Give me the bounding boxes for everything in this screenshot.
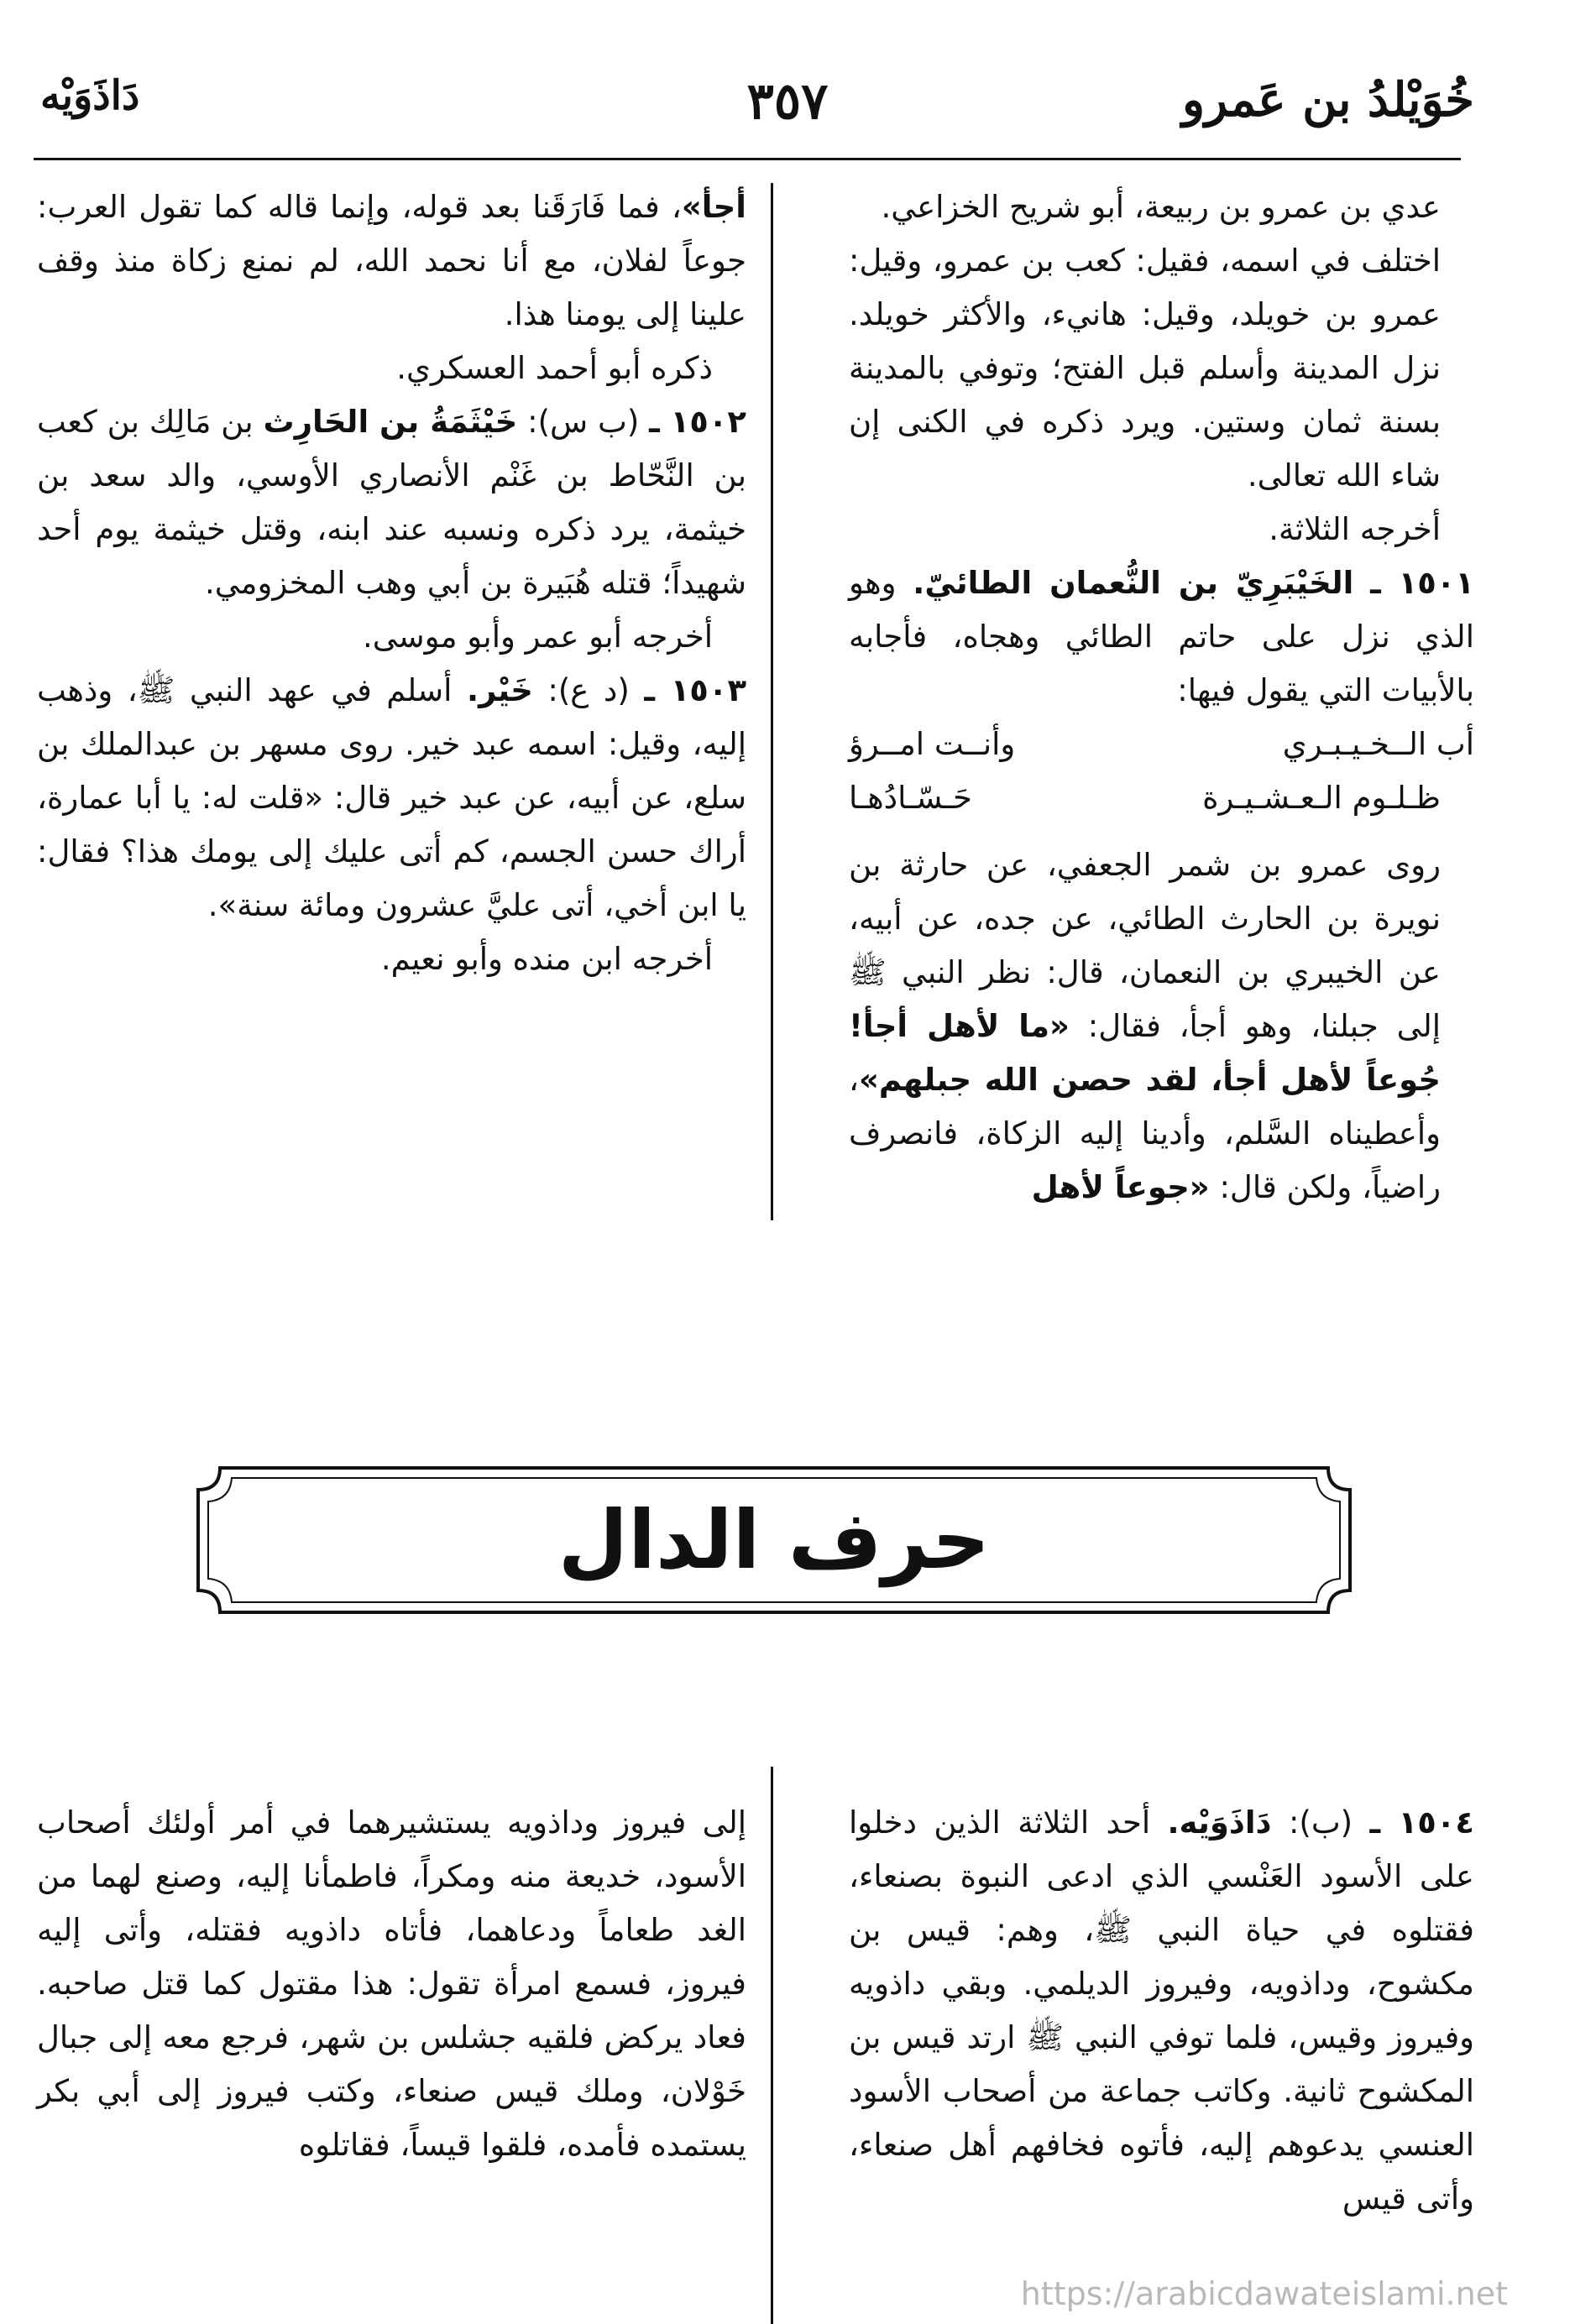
entry-text: أسلم في عهد النبي ﷺ، وذهب إليه، وقيل: اسمه عبد خير. روى مسهر بن عبدالملك بن سلع، عن أبيه، عن عبد خير قال: «قلت له: يا أبا عمارة، أراك حسن الجسم، كم أتى عليك إلى يومك هذا؟ فقال: يا ابن أخي، أتى عليَّ عشرون ومائة سنة». bbox=[37, 672, 746, 923]
entry-tag: (د ع): bbox=[547, 672, 630, 708]
entry-text: بن مَالِك بن كعب بن النَّحّاط بن غَنْم الأنصاري الأوسي، والد سعد بن خيثمة، يرد ذكره ونسبه عند ابنه، وقتل خيثمة يوم أحد شهيداً؛ قتله هُبَيرة بن أبي وهب المخزومي. bbox=[37, 404, 746, 601]
entry-number: ١٥٠٢ ـ bbox=[649, 404, 746, 440]
header-rule bbox=[34, 158, 1461, 160]
entry-tag: (ب): bbox=[1288, 1804, 1353, 1841]
hadith-quote: «ما لأهل أجأ! جُوعاً لأهل أجأ، لقد حصن الله جبلهم» bbox=[849, 1008, 1441, 1098]
hadith-quote: أجأ» bbox=[681, 189, 746, 225]
paragraph-text: روى عمرو بن شمر الجعفي، عن حارثة بن نويرة بن الحارث الطائي، عن جده، عن أبيه، عن الخيبري بن النعمان، قال: نظر النبي ﷺ إلى جبلنا، وهو أجأ، فقال: bbox=[849, 847, 1441, 1044]
verse-hemistich: أب الــخـيـبـري bbox=[1282, 726, 1474, 762]
entry-name: خَيْثَمَةُ بن الحَارِث bbox=[263, 404, 518, 440]
entry-1501 bbox=[849, 556, 1474, 718]
verse-hemistich: حَـسّـادُهـا bbox=[849, 780, 972, 816]
column-separator bbox=[771, 183, 773, 1220]
running-title-right: خُوَيْلدُ بن عَمرو bbox=[1181, 72, 1474, 128]
page-number: ٣٥٧ bbox=[746, 72, 829, 131]
hadith-quote: «جوعاً لأهل bbox=[1031, 1169, 1210, 1205]
verse-hemistich: ظـلـوم الـعـشـيـرة bbox=[1202, 780, 1441, 816]
entry-tag: (ب س): bbox=[527, 404, 640, 440]
paragraph: عدي بن عمرو بن ربيعة، أبو شريح الخزاعي. bbox=[881, 189, 1441, 225]
entry-name: دَاذَوَيْه. bbox=[1167, 1804, 1272, 1841]
verse-line bbox=[849, 771, 1474, 825]
entry-1503 bbox=[37, 664, 746, 932]
verse-hemistich: وأنــت امــرؤ bbox=[849, 726, 1016, 762]
running-title-left: دَاذَوَيْه bbox=[40, 72, 140, 119]
entry-number: ١٥٠١ ـ bbox=[1370, 565, 1475, 601]
watermark-url: https://arabicdawateislami.net bbox=[1020, 2275, 1508, 2312]
paragraph: إلى فيروز وداذويه يستشيرهما في أمر أولئك أصحاب الأسود، خديعة منه ومكراً، فاطمأنا إليه، وصنع لهما من الغد طعاماً ودعاهما، فأتاه داذويه فقتله، وأتى إليه فيروز، فسمع امرأة تقول: هذا مقتول كما قتل صاحبه. فعاد يركض فلقيه جشلس بن شهر، فرجع معه إلى جبال خَوْلان، وملك قيس صنعاء، وكتب فيروز إلى أبي بكر يستمده فأمده، فلقوا قيساً، فقاتلوه bbox=[37, 1804, 746, 2163]
verse-line bbox=[849, 718, 1474, 771]
entry-number: ١٥٠٤ ـ bbox=[1369, 1804, 1474, 1841]
entry-text: وهو الذي نزل على حاتم الطائي وهجاه، فأجابه بالأبيات التي يقول فيها: bbox=[849, 565, 1474, 708]
entry-name: الخَيْبَرِيّ بن النُّعمان الطائيّ. bbox=[913, 565, 1354, 601]
paragraph-text: ، فما فَارَقَنا بعد قوله، وإنما قاله كما تقول العرب: جوعاً لفلان، مع أنا نحمد الله، لم نمنع زكاة منذ وقف علينا إلى يومنا هذا. bbox=[37, 189, 746, 332]
page-header bbox=[0, 72, 1575, 148]
paragraph bbox=[37, 180, 746, 342]
top-right-column bbox=[849, 180, 1474, 1214]
entry-1502 bbox=[37, 395, 746, 610]
column-separator bbox=[771, 1767, 773, 2324]
bottom-right-column bbox=[849, 1796, 1474, 2226]
paragraph: اختلف في اسمه، فقيل: كعب بن عمرو، وقيل: عمرو بن خويلد، وقيل: هانيء، والأكثر خويلد. نزل المدينة وأسلم قبل الفتح؛ وتوفي بالمدينة بسنة ثمان وستين. ويرد ذكره في الكنى إن شاء الله تعالى. bbox=[849, 243, 1441, 494]
paragraph bbox=[849, 838, 1474, 1214]
entry-1504 bbox=[849, 1796, 1474, 2226]
paragraph: أخرجه الثلاثة. bbox=[1269, 511, 1441, 547]
entry-name: خَيْر. bbox=[467, 672, 533, 708]
section-title: حرف الدال bbox=[557, 1493, 991, 1587]
bottom-left-column bbox=[37, 1796, 746, 2172]
paragraph: أخرجه ابن منده وأبو نعيم. bbox=[380, 941, 713, 977]
entry-number: ١٥٠٣ ـ bbox=[644, 672, 747, 708]
paragraph: أخرجه أبو عمر وأبو موسى. bbox=[363, 619, 713, 655]
paragraph: ذكره أبو أحمد العسكري. bbox=[396, 350, 713, 386]
top-left-column bbox=[37, 180, 746, 986]
entry-text: أحد الثلاثة الذين دخلوا على الأسود العَنْسي الذي ادعى النبوة بصنعاء، فقتلوه في حياة النبي ﷺ، وهم: قيس بن مكشوح، وداذويه، وفيروز الديلمي. وبقي داذويه وفيروز وقيس، فلما توفي النبي ﷺ ارتد قيس بن المكشوح ثانية. وكاتب جماعة من أصحاب الأسود العنسي يدعوهم إليه، فأتوه فخافهم أهل صنعاء، وأتى قيس bbox=[849, 1804, 1474, 2217]
paragraph-text: ، وأعطيناه السَّلم، وأدينا إليه الزكاة، فانصرف راضياً، ولكن قال: bbox=[849, 1062, 1441, 1205]
